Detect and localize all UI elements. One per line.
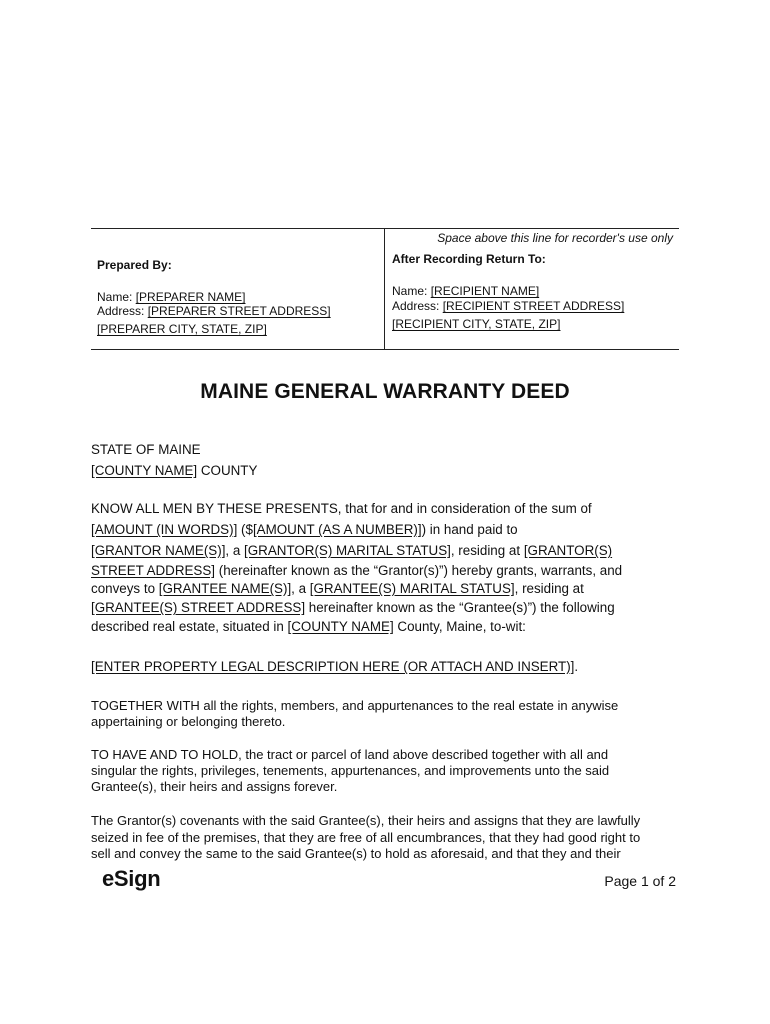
grantee-address-field[interactable]: [GRANTEE(S) STREET ADDRESS] (91, 600, 306, 615)
text-fragment: conveys to (91, 581, 159, 596)
grantor-marital-status-field[interactable]: [GRANTOR(S) MARITAL STATUS] (244, 543, 451, 558)
preparer-name-label: Name: (97, 290, 136, 304)
to-have-line-3: Grantee(s), their heirs and assigns forever. (91, 779, 338, 794)
know-all-line-2 (91, 522, 518, 538)
know-all-line-7 (91, 619, 526, 635)
text-fragment: , residing at (514, 581, 584, 596)
recipient-city-line (392, 317, 560, 331)
grantee-name-field[interactable]: [GRANTEE NAME(S)] (158, 581, 292, 596)
table-divider (384, 229, 385, 349)
recipient-address-field[interactable]: [RECIPIENT STREET ADDRESS] (442, 299, 625, 313)
together-line-1: TOGETHER WITH all the rights, members, and appurtenances to the real estate in anywise (91, 698, 619, 713)
text-fragment: County, Maine, to-wit: (393, 619, 526, 634)
county-name-field[interactable]: [COUNTY NAME] (91, 463, 198, 478)
to-have-line-2: singular the rights, privileges, tenements, appurtenances, and improvements unto the said (91, 763, 610, 778)
esign-logo: eSign (102, 866, 161, 891)
county-name-field-2[interactable]: [COUNTY NAME] (287, 619, 394, 634)
grantor-address-field-cont[interactable]: STREET ADDRESS] (91, 563, 216, 578)
state-line: STATE OF MAINE (91, 442, 201, 457)
preparer-address-line (97, 304, 331, 318)
recipient-name-line (392, 284, 539, 298)
recipient-address-line (392, 299, 624, 313)
recipient-city-field[interactable]: [RECIPIENT CITY, STATE, ZIP] (392, 317, 561, 331)
covenants-line-2: seized in fee of the premises, that they are free of all encumbrances, that they had good right to (91, 830, 641, 845)
amount-number-field[interactable]: [AMOUNT (AS A NUMBER)] (252, 522, 422, 537)
know-all-line-1: KNOW ALL MEN BY THESE PRESENTS, that for and in consideration of the sum of (91, 501, 592, 516)
prepared-by-title: Prepared By: (97, 258, 172, 272)
preparer-address-label: Address: (97, 304, 148, 318)
text-fragment: , a (291, 581, 310, 596)
know-all-line-4 (91, 563, 622, 579)
text-fragment: , a (225, 543, 245, 558)
covenants-line-3: sell and convey the same to the said Grantee(s) to hold as aforesaid, and that they and their (91, 846, 621, 861)
recipient-address-label: Address: (392, 299, 443, 313)
amount-words-field[interactable]: [AMOUNT (IN WORDS)] (91, 522, 238, 537)
text-fragment: ($ (237, 522, 253, 537)
legal-description-field[interactable]: [ENTER PROPERTY LEGAL DESCRIPTION HERE (OR ATTACH AND INSERT)] (91, 659, 575, 674)
grantor-address-field[interactable]: [GRANTOR(S) (523, 543, 613, 558)
recorder-table (91, 228, 679, 350)
preparer-name-line (97, 290, 246, 304)
text-fragment: , residing at (450, 543, 524, 558)
recipient-name-label: Name: (392, 284, 431, 298)
grantee-marital-status-field[interactable]: [GRANTEE(S) MARITAL STATUS] (309, 581, 515, 596)
text-fragment: (hereinafter known as the “Grantor(s)”) hereby grants, warrants, and (215, 563, 623, 578)
text-fragment: . (574, 659, 579, 674)
know-all-line-6 (91, 600, 615, 616)
covenants-line-1: The Grantor(s) covenants with the said Grantee(s), their heirs and assigns that they are lawfully (91, 813, 641, 828)
county-line (91, 463, 257, 479)
text-fragment: described real estate, situated in (91, 619, 288, 634)
page-title: MAINE GENERAL WARRANTY DEED (200, 380, 570, 403)
know-all-line-3 (91, 543, 612, 559)
text-fragment: ) in hand paid to (421, 522, 518, 537)
return-to-title: After Recording Return To: (392, 252, 546, 266)
text-fragment: hereinafter known as the “Grantee(s)”) the following (305, 600, 615, 615)
preparer-address-field[interactable]: [PREPARER STREET ADDRESS] (147, 304, 331, 318)
together-line-2: appertaining or belonging thereto. (91, 714, 286, 729)
page-number: Page 1 of 2 (604, 873, 676, 889)
recipient-name-field[interactable]: [RECIPIENT NAME] (430, 284, 540, 298)
county-suffix: COUNTY (197, 463, 258, 478)
recorder-note: Space above this line for recorder's use only (437, 231, 673, 245)
legal-description-line (91, 659, 578, 675)
know-all-line-5 (91, 581, 584, 597)
preparer-name-field[interactable]: [PREPARER NAME] (135, 290, 246, 304)
to-have-line-1: TO HAVE AND TO HOLD, the tract or parcel of land above described together with all and (91, 747, 609, 762)
preparer-city-line (97, 322, 267, 336)
grantor-name-field[interactable]: [GRANTOR NAME(S)] (91, 543, 226, 558)
preparer-city-field[interactable]: [PREPARER CITY, STATE, ZIP] (97, 322, 267, 336)
